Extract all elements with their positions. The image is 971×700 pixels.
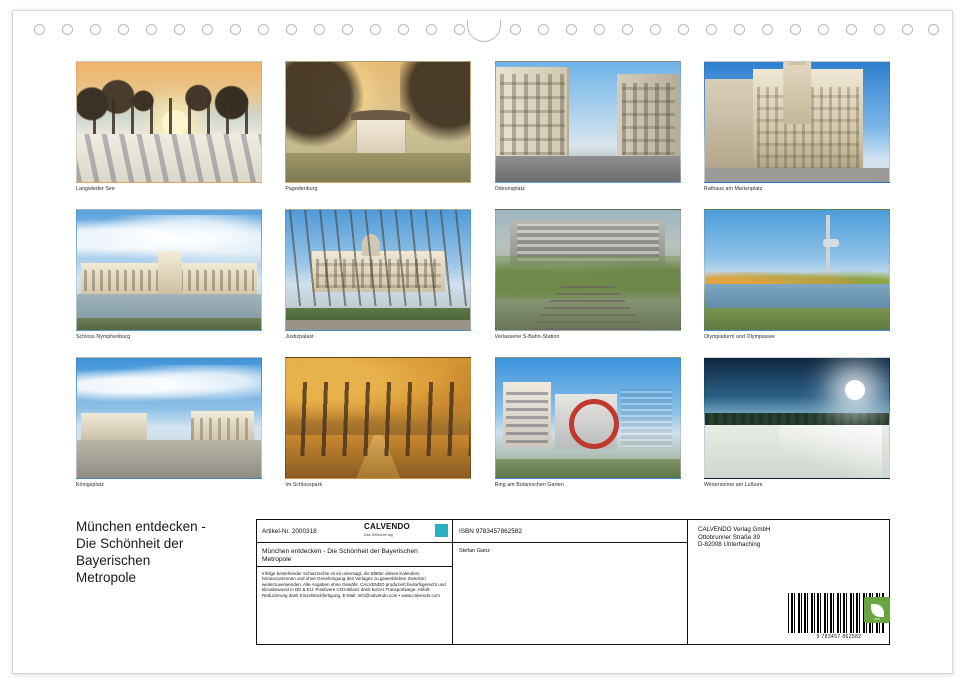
title-line-3: Bayerischen (76, 553, 151, 568)
photo-caption: Verlassene S-Bahn-Station (494, 334, 560, 340)
photo-cell[interactable] (285, 61, 471, 197)
article-number-row (257, 520, 452, 543)
title-line-2: Die Schönheit der (76, 536, 184, 551)
title-line-1: München entdecken - (76, 519, 206, 534)
calendar-title (76, 518, 251, 586)
photo-langwieder-see[interactable] (76, 61, 262, 183)
photo-cell[interactable] (495, 357, 681, 493)
photo-cell[interactable] (704, 61, 890, 197)
photo-verlassene-s-bahn-station[interactable] (495, 209, 681, 331)
barcode-number: 9 783457 862582 (816, 634, 862, 640)
isbn: ISBN 9783457862582 (453, 520, 687, 543)
photo-row (76, 357, 890, 493)
imprint-column-isbn (453, 520, 688, 644)
photo-cell[interactable] (495, 209, 681, 345)
publisher-line-2: Ottobrunner Straße 39 (698, 533, 760, 541)
photo-cell[interactable] (495, 61, 681, 197)
eco-badge (864, 597, 890, 623)
photo-row (76, 61, 890, 197)
photo-caption: Rathaus am Marienplatz (703, 186, 763, 192)
photo-cell[interactable] (285, 357, 471, 493)
photo-cell[interactable] (285, 209, 471, 345)
photo-ring-botanischer-garten[interactable] (495, 357, 681, 479)
photo-cell[interactable] (76, 357, 262, 493)
photo-cell[interactable] (704, 357, 890, 493)
legal-text: Infolge bestehender Schutzrechte ist es untersagt, die Blätter dieses Kalenders herauszutrennen und ohne Genehmigung des Verlages zu gewerblichen Zwecken weiterzuverwenden. Alle Angaben ohne Gewähr. CALVENDO produziert bedarfsgerecht und klimabewusst in DE & EU: Positivere CO2-Bilanz dank kurzer Transportwege. Abfall-Reduzierung dank Einzelstückfertigung. E-Mail: info@calvendo.com • www.calvendo.com (262, 571, 446, 598)
imprint-calendar-title: München entdecken - Die Schönheit der Bayerischen Metropole (257, 543, 452, 567)
calendar-hanger-slot (467, 20, 501, 42)
leaf-icon (871, 604, 884, 617)
photo-caption: Odeonsplatz (494, 186, 525, 192)
photo-cell[interactable] (704, 209, 890, 345)
photo-cell[interactable] (76, 61, 262, 197)
photo-im-schlosspark[interactable] (285, 357, 471, 479)
photo-row (76, 209, 890, 345)
photo-rathaus-marienplatz[interactable] (704, 61, 890, 183)
photo-caption: Schloss Nymphenburg (76, 334, 131, 340)
publisher-line-1: CALVENDO Verlag GmbH (698, 526, 771, 533)
calvendo-logo-mark (435, 524, 448, 537)
eco-badge-label: eco (874, 617, 880, 621)
title-line-4: Metropole (76, 570, 137, 585)
photo-pagodenburg[interactable] (285, 61, 471, 183)
photo-grid (76, 61, 890, 506)
photo-caption: Im Schlosspark (285, 482, 323, 488)
photo-caption: Pagodenburg (285, 186, 318, 192)
calendar-sheet (12, 10, 953, 674)
author-name: Stefan Ganz (459, 548, 491, 554)
article-number: Artikel-Nr. 2000318 (262, 527, 317, 535)
calvendo-logo (360, 520, 452, 541)
photo-odeonsplatz[interactable] (495, 61, 681, 183)
photo-caption: Justizpalast (285, 334, 314, 340)
photo-cell[interactable] (76, 209, 262, 345)
photo-schloss-nymphenburg[interactable] (76, 209, 262, 331)
publisher-address (688, 520, 889, 549)
photo-caption: Königsplatz (76, 482, 104, 488)
photo-caption: Langwieder See (76, 186, 115, 192)
imprint-column-article (257, 520, 453, 644)
photo-justizpalast[interactable] (285, 209, 471, 331)
calendar-binding-holes (12, 10, 953, 50)
calvendo-logo-tagline: Das Selbstverlag (364, 533, 393, 537)
publisher-line-3: D-82008 Unterhaching (698, 541, 761, 549)
photo-koenigsplatz[interactable] (76, 357, 262, 479)
photo-caption: Wintersonne am Lußsee (703, 482, 763, 488)
photo-caption: Olympiaturm und Olympiasee (703, 334, 775, 340)
photo-caption: Ring am Botanischen Garten (494, 482, 564, 488)
photo-wintersonne-lusssee[interactable] (704, 357, 890, 479)
photo-olympiaturm-olympiasee[interactable] (704, 209, 890, 331)
calvendo-logo-text: CALVENDO (364, 522, 410, 531)
